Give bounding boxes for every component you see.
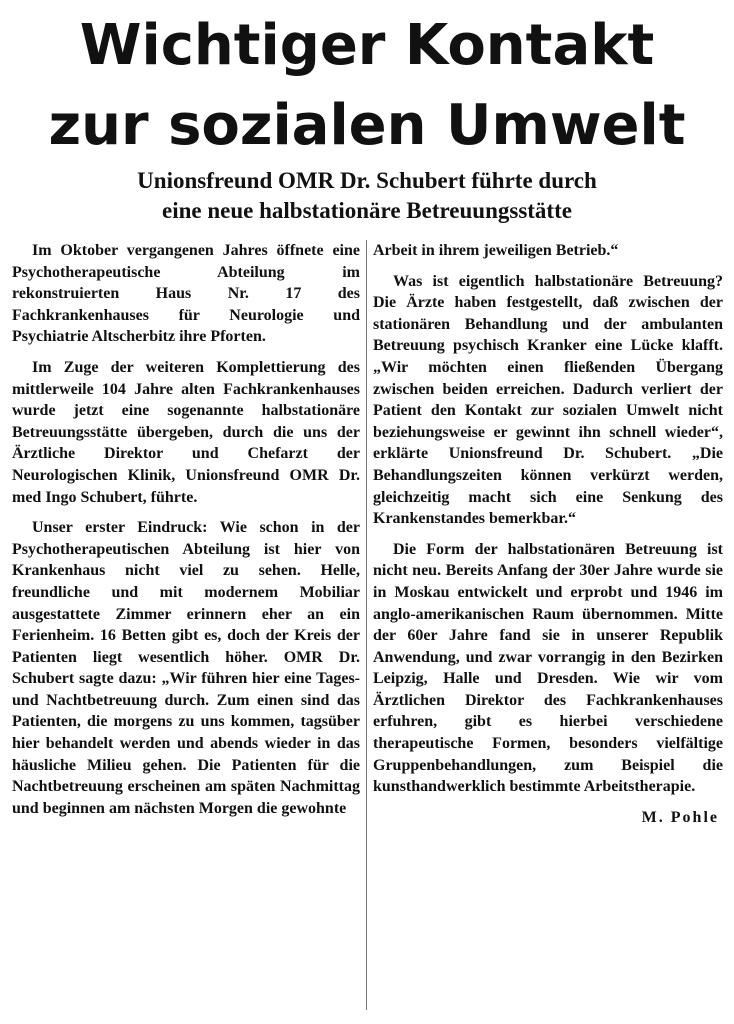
paragraph-continued: Arbeit in ihrem jeweiligen Betrieb.“ (373, 242, 619, 259)
column-divider (366, 240, 367, 1010)
paragraph: Unser erster Eindruck: Wie schon in der Psychotherapeutischen Abteilung ist hier von Krankenhaus nicht viel zu sehen. Helle, freundliche und mit modernem Mobiliar ausgestattete Zimmer erinnern eher an ein Ferienheim. 16 Betten gibt es, doch der Kreis der Patienten liegt wesentlich höher. OMR Dr. Schubert sagte dazu: „Wir führen hier eine Tages- und Nachtbetreuung durch. Zum einen sind das Patienten, die morgens zu uns kommen, tagsüber hier behandelt werden und abends wieder in das häusliche Milieu gehen. Die Patienten für die Nachtbetreuung erscheinen am späten Nachmittag und beginnen am nächsten Morgen die gewohnte (12, 519, 360, 817)
paragraph: Im Oktober vergangenen Jahres öffnete eine Psychotherapeutische Abteilung im rekonstruierten Haus Nr. 17 des Fachkrankenhauses für Neurologie und Psychiatrie Altscherbitz ihre Pforten. (12, 242, 360, 346)
subhead-line-1: Unionsfreund OMR Dr. Schubert führte durch (137, 168, 597, 193)
headline-line-2: zur sozialen Umwelt (48, 93, 686, 158)
paragraph: Die Form der halbstationären Betreuung ist nicht neu. Bereits Anfang der 30er Jahre wurde sie in Moskau entwickelt und erprobt und 1946 im anglo-amerikanischen Raum übernommen. Mitte der 60er Jahre fand sie in unserer Republik Anwendung, und zwar vorrangig in den Bezirken Leipzig, Halle und Dresden. Wie wir vom Ärztlichen Direktor des Fachkrankenhauses erfuhren, gibt es hierbei verschiedene therapeutische Formen, besonders vielfältige Gruppenbehandlungen, zum Beispiel die kunsthandwerklich bestimmte Arbeitstherapie. (373, 540, 723, 796)
article-headline (0, 6, 734, 166)
left-column (12, 240, 360, 828)
paragraph: Was ist eigentlich halbstationäre Betreuung? Die Ärzte haben festgestellt, daß zwischen der stationären Behandlung und der ambulanten Betreuung psychisch Kranker eine Lücke klafft. „Wir möchten einen fließenden Übergang zwischen beiden erreichen. Dadurch verliert der Patient den Kontakt zur sozialen Umwelt nicht beziehungsweise er gewinnt ihn schnell wieder“, erklärte Unionsfreund Dr. Schubert. „Die Behandlungszeiten können verkürzt werden, gleichzeitig macht sich eine Senkung des Krankenstandes bemerkbar.“ (373, 272, 723, 528)
article-subheadline (0, 166, 734, 226)
subhead-line-2: eine neue halbstationäre Betreuungsstätte (162, 198, 572, 223)
headline-line-1: Wichtiger Kontakt (79, 13, 655, 78)
author-signature: M. Pohle (641, 808, 719, 826)
right-column (373, 240, 723, 828)
paragraph: Im Zuge der weiteren Komplettierung des mittlerweile 104 Jahre alten Fachkrankenhauses wurde jetzt eine sogenannte halbstationäre Betreuungsstätte übergeben, durch die uns der Ärztliche Direktor und Chefarzt der Neurologischen Klinik, Unionsfreund OMR Dr. med Ingo Schubert, führte. (12, 358, 360, 506)
